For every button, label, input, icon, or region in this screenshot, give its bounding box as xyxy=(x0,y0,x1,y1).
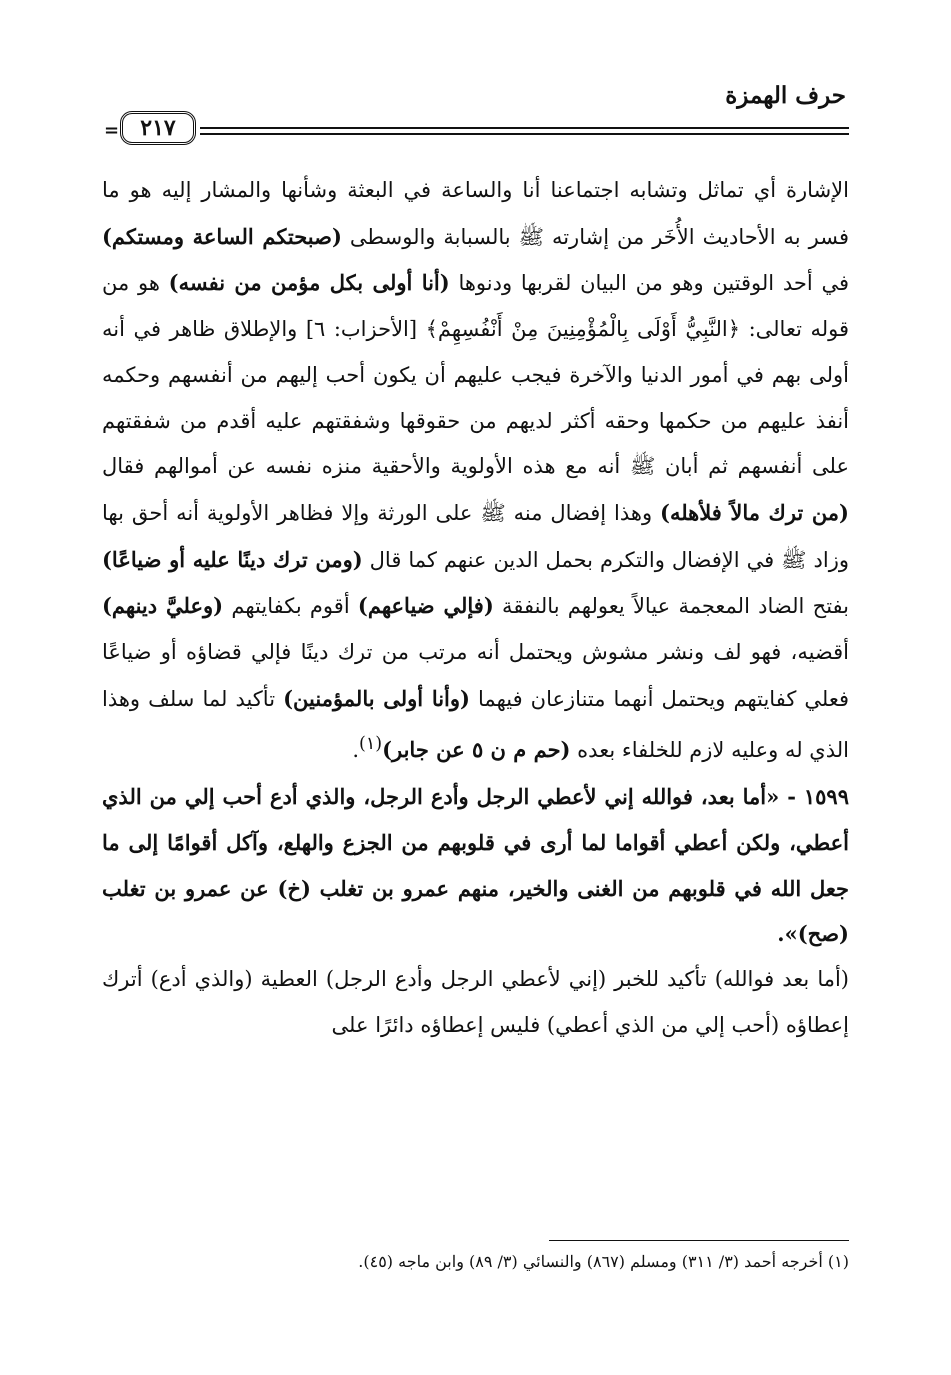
text-run: الإشارة أي تماثل وتشابه اجتماعنا أنا والساعة في البعثة وشأنها والمشار إليه هو ما فسر به الأحاديث الأُخَر من إشارته ﷺ بالسبابة والوسطى xyxy=(102,178,849,249)
hadith-text: ١٥٩٩ - «أما بعد، فوالله إني لأعطي الرجل وأدع الرجل، والذي أدع أحب إلي من الذي أعطي، ولكن أعطي أقواما لما أرى في قلوبهم من الجزع والهلع، وآكل أقوامًا إلى ما جعل الله في قلوبهم من الغنى والخير، منهم عمرو بن تغلب (خ) عن عمرو بن تغلب (صح)». xyxy=(102,784,849,947)
quoted-text: (فإلي ضياعهم) xyxy=(357,593,494,619)
header-ornament: = xyxy=(104,120,120,141)
page-number: ٢١٧ xyxy=(120,111,196,145)
header-rule xyxy=(200,127,849,135)
commentary-paragraph-2: (أما بعد فوالله) تأكيد للخبر (إني لأعطي الرجل وأدع الرجل) العطية (والذي أدع) أترك إعطاؤه (أحب إلي من الذي أعطي) فليس إعطاؤه دائرًا على xyxy=(102,966,849,1037)
footnote-marker: (١) xyxy=(359,734,383,755)
quoted-text: (وأنا أولى بالمؤمنين) xyxy=(283,685,470,711)
quoted-text: (من ترك مالاً فلأهله) xyxy=(660,499,849,525)
footnote: (١) أخرجه أحمد (٣/ ٣١١) ومسلم (٨٦٧) والنسائي (٣/ ٨٩) وابن ماجه (٤٥). xyxy=(358,1252,849,1271)
quoted-text: (صبحتكم الساعة ومستكم) xyxy=(102,223,342,249)
text-run: وهذا إفضال منه ﷺ على الورثة وإلا فظاهر الأولوية أنه أحق بها وزاد ﷺ في الإفضال والتكرم بحمل الدين عنهم كما قال xyxy=(102,500,849,572)
source-citation: (حم م ن ٥ عن جابر) xyxy=(382,737,571,763)
text-run: بفتح الضاد المعجمة عيالاً يعولهم بالنفقة xyxy=(493,594,850,619)
text-run: أقضيه، فهو لف ونشر مشوش ويحتمل أنه مرتب من ترك دينًا فإلي قضاؤه أو ضياعًا فعلي كفايتهم ويحتمل أنهما متنازعان فيهما xyxy=(102,640,849,711)
text-run: تأكيد لما سلف وهذا الذي له وعليه لازم للخلفاء بعده xyxy=(102,686,849,763)
text-run: في أحد الوقتين وهو من البيان لقربها ودنوها xyxy=(449,271,849,296)
footnote-rule xyxy=(549,1240,849,1241)
running-head: حرف الهمزة xyxy=(725,82,846,109)
body-text xyxy=(102,168,849,1048)
commentary-paragraph xyxy=(102,168,849,774)
quoted-text: (أنا أولى بكل مؤمن من نفسه) xyxy=(168,270,450,296)
text-run: . xyxy=(352,738,359,763)
quoted-text: (وعليَّ دينهم) xyxy=(102,593,224,619)
quoted-text: (ومن ترك دينًا عليه أو ضياعًا) xyxy=(102,546,363,572)
text-run: أقوم بكفايتهم xyxy=(223,594,358,619)
text-run: هو من قوله تعالى: ﴿النَّبِيُّ أَوْلَى بِالْمُؤْمِنِينَ مِنْ أَنْفُسِهِمْ﴾ [الأحزاب: ٦] والإطلاق ظاهر في أنه أولى بهم في أمور الدنيا والآخرة فيجب عليهم أن يكون أحب إليهم من أنفسهم وحكمه أنفذ عليهم من حكمها وحقه أكثر لديهم من حقوقها وشفقتهم عليه أقدم من شفقتهم على أنفسهم ثم أبان ﷺ أنه مع هذه الأولوية والأحقية منزه نفسه عن أموالهم فقال xyxy=(102,271,849,479)
